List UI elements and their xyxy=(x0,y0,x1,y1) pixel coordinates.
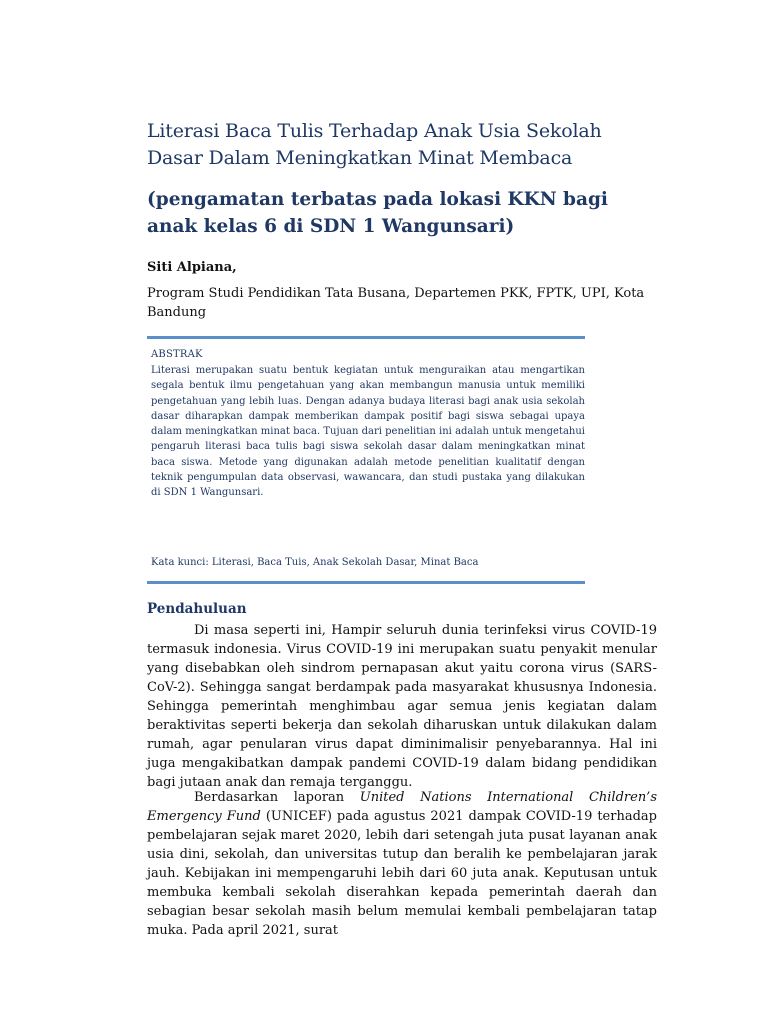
abstract-text: Literasi merupakan suatu bentuk kegiatan untuk menguraikan atau mengartikan segala bentuk ilmu pengetahuan yang akan membangun manusia untuk memiliki pengetahuan yang lebih luas. Dengan adanya budaya literasi bagi anak usia sekolah dasar diharapkan dampak memberikan dampak positif bagi siswa sebagai upaya dalam meningkatkan minat baca. Tujuan dari penelitian ini adalah untuk mengetahui pengaruh literasi baca tulis bagi siswa sekolah dasar dalam meningkatkan minat baca siswa. Metode yang digunakan adalah metode penelitian kualitatif dengan teknik pengumpulan data observasi, wawancara, dan studi pustaka yang dilakukan di SDN 1 Wangunsari. xyxy=(151,365,585,499)
paragraph-body-text: (UNICEF) pada agustus 2021 dampak COVID-19 terhadap pembelajaran sejak maret 2020, lebih dari setengah juta pusat layanan anak usia dini, sekolah, dan universitas tutup dan beralih ke pembelajaran jarak jauh. Kebijakan ini mempengaruhi lebih dari 60 juta anak. Keputusan untuk membuka kembali sekolah diserahkan kepada pemerintah daerah dan sebagian besar sekolah masih belum memulai kembali pembelajaran tatap muka. Pada april 2021, surat xyxy=(147,809,657,938)
author-name: Siti Alpiana, xyxy=(147,260,237,275)
abstract-top-divider xyxy=(147,336,585,339)
paper-title: Literasi Baca Tulis Terhadap Anak Usia Sekolah Dasar Dalam Meningkatkan Minat Membaca xyxy=(147,120,602,169)
abstract-heading: ABSTRAK xyxy=(151,349,203,360)
organization-name: United Nations International Children’s Emergency Fund xyxy=(147,790,657,824)
abstract-bottom-divider xyxy=(147,581,585,584)
keywords: Kata kunci: Literasi, Baca Tuis, Anak Sekolah Dasar, Minat Baca xyxy=(151,557,479,568)
paragraph-lead-text: Berdasarkan laporan xyxy=(194,790,360,805)
author-affiliation: Program Studi Pendidikan Tata Busana, Departemen PKK, FPTK, UPI, Kota Bandung xyxy=(147,286,645,320)
intro-paragraph-2 xyxy=(147,788,657,940)
paper-subtitle: (pengamatan terbatas pada lokasi KKN bagi anak kelas 6 di SDN 1 Wangunsari) xyxy=(147,189,608,237)
section-heading-introduction: Pendahuluan xyxy=(147,601,247,617)
intro-paragraph-1: Di masa seperti ini, Hampir seluruh dunia terinfeksi virus COVID-19 termasuk indonesia. Virus COVID-19 ini merupakan suatu penyakit menular yang disebabkan oleh sindrom pernapasan akut yaitu corona virus (SARS-CoV-2). Sehingga sangat berdampak pada masyarakat khususnya Indonesia. Sehingga pemerintah menghimbau agar semua jenis kegiatan dalam beraktivitas seperti bekerja dan sekolah diharuskan untuk dilakukan dalam rumah, agar penularan virus dapat diminimalisir penyebarannya. Hal ini juga mengakibatkan dampak pandemi COVID-19 dalam bidang pendidikan bagi jutaan anak dan remaja terganggu. xyxy=(147,623,657,790)
